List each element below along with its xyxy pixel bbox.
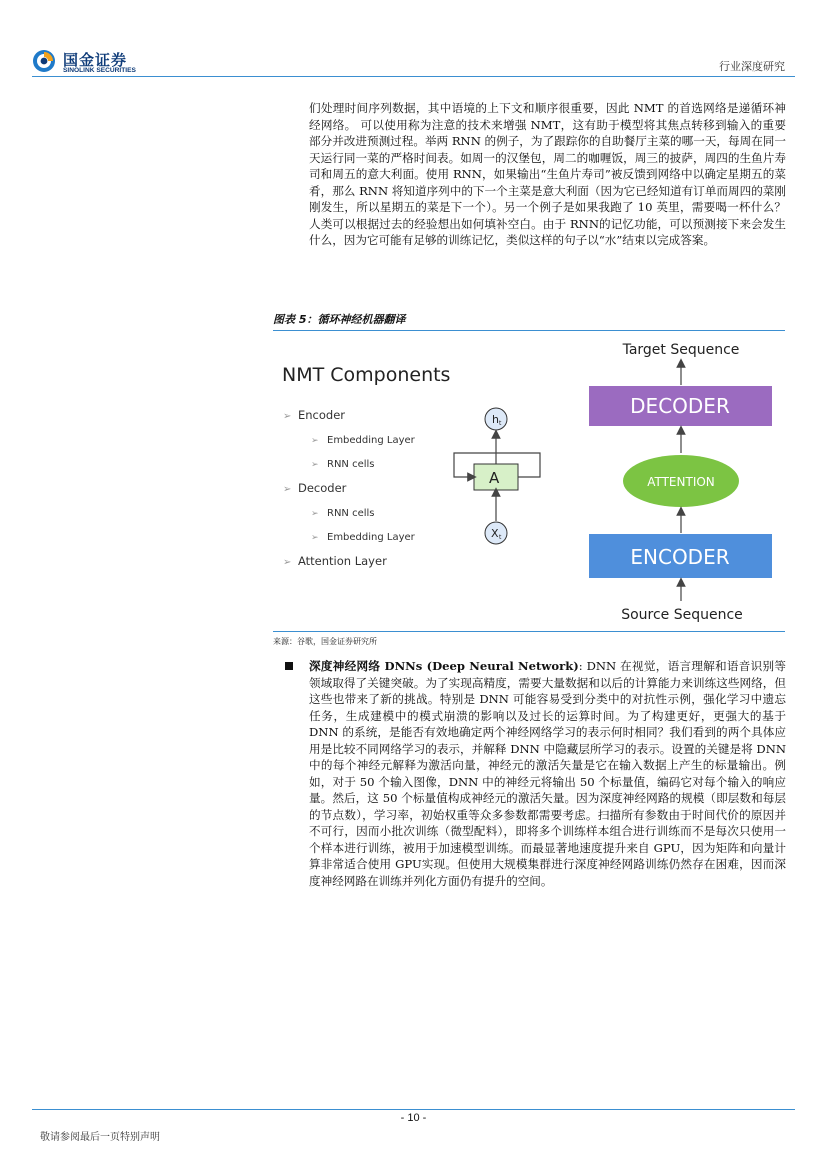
list-item-encoder: Encoder <box>298 408 346 422</box>
list-arrow-icon: ➢ <box>311 460 319 470</box>
figure-caption: 图表 5：循环神经机器翻译 <box>273 313 406 326</box>
list-arrow-icon: ➢ <box>311 436 319 446</box>
input-label: X <box>491 527 499 540</box>
hidden-state-label: h <box>492 413 499 426</box>
list-arrow-icon: ➢ <box>311 533 319 543</box>
decoder-label: DECODER <box>630 394 730 418</box>
list-item-decoder-rnn: RNN cells <box>327 508 375 519</box>
nmt-diagram <box>273 331 785 630</box>
list-arrow-icon: ➢ <box>311 509 319 519</box>
target-sequence-label: Target Sequence <box>622 342 740 358</box>
list-arrow-icon: ➢ <box>283 484 292 495</box>
logo-mark-icon <box>32 49 56 73</box>
body-paragraph-rnn: 们处理时间序列数据，其中语境的上下文和顺序很重要，因此 NMT 的首选网络是递循环神经网络。 可以使用称为注意的技术来增强 NMT，这有助于模型将其焦点转移到输入的重要部分并改进预测过程。举两 RNN 的例子，为了跟踪你的自助餐厅主菜的哪一天，每周在同一天运行同一菜的严格时间表。如周一的汉堡包，周二的咖喱饭，周三的披萨，周四的生鱼片寿司和周五的意大利面。使用 RNN，如果输出“生鱼片寿司”被反馈到网络中以确定星期五的菜肴，那么 RNN 将知道序列中的下一个主菜是意大利面（因为它已经知道有订单而周四的菜刚刚发生，所以星期五的菜是下一个）。另一个例子是如果我跑了 10 英里，需要喝一杯什么？人类可以根据过去的经验想出如何填补空白。由于 RNN的记忆功能，可以预测接下来会发生什么，因为它可能有足够的训练记忆，类似这样的句子以“水”结束以完成答案。 <box>309 101 786 247</box>
list-item-decoder-embedding: Embedding Layer <box>327 532 415 543</box>
encoder-label: ENCODER <box>630 545 730 569</box>
list-arrow-icon: ➢ <box>283 557 292 568</box>
hidden-state-sub: t <box>499 420 502 427</box>
source-sequence-label: Source Sequence <box>621 607 743 623</box>
logo-text-cn: 国金证券 <box>63 51 128 69</box>
figure-source: 来源：谷歌，国金证券研究所 <box>273 637 377 646</box>
attention-label: ATTENTION <box>647 475 715 489</box>
footer-divider <box>32 1109 795 1110</box>
bullet-square-icon <box>285 661 295 671</box>
footer-disclaimer: 敬请参阅最后一页特别声明 <box>40 1132 160 1143</box>
list-item-encoder-embedding: Embedding Layer <box>327 435 415 446</box>
diagram-title: NMT Components <box>282 364 451 386</box>
figure-bottom-divider <box>273 631 785 632</box>
list-item-encoder-rnn: RNN cells <box>327 459 375 470</box>
body-paragraph-dnn <box>309 658 786 889</box>
report-type: 行业深度研究 <box>719 60 785 73</box>
rnn-cell-label: A <box>489 469 500 487</box>
company-logo <box>32 45 157 79</box>
list-arrow-icon: ➢ <box>283 411 292 422</box>
header-divider <box>32 76 795 77</box>
list-item-decoder: Decoder <box>298 481 347 495</box>
input-sub: t <box>499 534 502 541</box>
logo-text-en: SINOLINK SECURITIES <box>63 67 136 74</box>
dnn-lead-term: 深度神经网络 DNNs (Deep Neural Network) <box>309 659 579 673</box>
dnn-body-text: : DNN 在视觉，语言理解和语音识别等领域取得了关键突破。为了实现高精度，需要大量数据和以后的计算能力来训练这些网络，但这些也带来了新的挑战。特别是 DNN 可能容易受到分类中的对抗性示例，强化学习中遗忘任务，生成建模中的模式崩溃的影响以及过长的运算时间。为了构建更好，更强大的基于 DNN 的系统，是能否有效地确定两个神经网络学习的表示何时相同？我们看到的两个具体应用是比较不同网络学习的表示，并解释 DNN 中隐藏层所学习的表示。设置的关键是将 DNN 中的每个神经元解释为激活向量，神经元的激活矢量是它在输入数据上产生的标量输出。例如，对于 50 个输入图像，DNN 中的神经元将输出 50 个标量值，编码它对每个输入的响应量。然后，这 50 个标量值构成神经元的激活矢量。因为深度神经网路的规模（即层数和每层的节点数），学习率，初始权重等众多参数都需要考虑。扫描所有参数由于时间代价的原因并不可行，因而小批次训练（微型配料），即将多个训练样本组合进行训练而不是每次只使用一个样本进行训练，被用于加速模型训练。而最显著地速度提升来自 GPU，因为矩阵和向量计算非常适合使用 GPU实现。但使用大规模集群进行深度神经网路训练仍然存在困难，因而深度神经网路在训练并列化方面仍有提升的空间。 <box>309 659 786 888</box>
page-number: - 10 - <box>400 1112 427 1124</box>
list-item-attention: Attention Layer <box>298 554 387 568</box>
